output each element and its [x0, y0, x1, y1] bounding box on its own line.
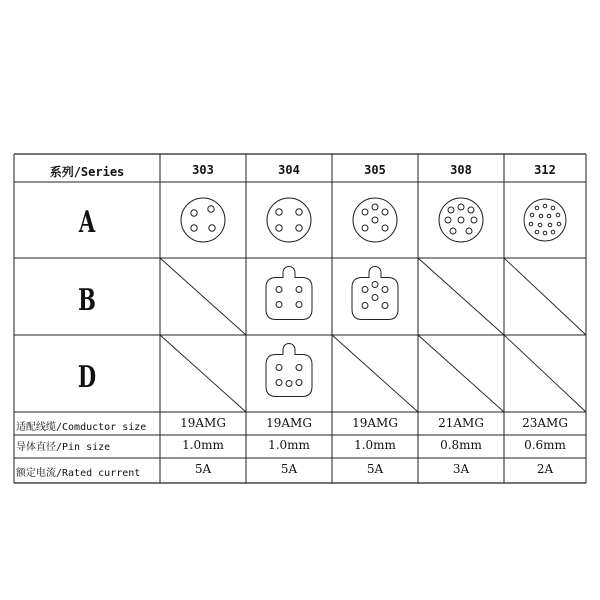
pin-hole [543, 204, 547, 208]
pin-hole [276, 302, 282, 308]
pin-size-305: 1.0mm [354, 438, 396, 452]
pin-hole [296, 225, 302, 231]
pin-hole [529, 222, 533, 226]
pin-hole [557, 222, 561, 226]
connector-303-a [181, 198, 225, 242]
pin-hole [535, 206, 539, 210]
connector-outline [439, 198, 483, 242]
connector-outline [266, 267, 312, 320]
unavailable-diagonal [418, 335, 504, 412]
pin-hole [372, 295, 378, 301]
pin-size-304: 1.0mm [268, 438, 310, 452]
pin-hole [468, 207, 474, 213]
unavailable-diagonal [504, 258, 586, 335]
pin-hole [296, 287, 302, 293]
connector-312-a [524, 199, 566, 241]
rated-current-308: 3A [452, 462, 470, 476]
pin-hole [382, 287, 388, 293]
connector-304-b [266, 267, 312, 320]
unavailable-diagonal [160, 258, 246, 335]
connector-305-b [352, 267, 398, 320]
rated-current-label: 额定电流/Rated current [16, 468, 141, 479]
pin-hole [466, 228, 472, 234]
connector-304-a [267, 198, 311, 242]
pin-hole [276, 365, 282, 371]
pin-hole [372, 204, 378, 210]
connector-308-a [439, 198, 483, 242]
connector-outline [353, 198, 397, 242]
pin-hole [296, 365, 302, 371]
pin-hole [208, 206, 214, 212]
pin-hole [382, 303, 388, 309]
pin-hole [296, 209, 302, 215]
conductor-size-308: 21AMG [438, 416, 484, 430]
pin-hole [191, 210, 197, 216]
pin-hole [296, 380, 302, 386]
pin-hole [276, 380, 282, 386]
pin-hole [286, 381, 292, 387]
pin-hole [551, 230, 555, 234]
conductor-size-304: 19AMG [266, 416, 312, 430]
pin-hole [458, 217, 464, 223]
row-b-label: B [78, 283, 96, 318]
connector-304-d [266, 344, 312, 397]
pin-hole [372, 217, 378, 223]
pin-hole [530, 213, 534, 217]
pin-hole [543, 231, 547, 235]
connector-outline [181, 198, 225, 242]
pin-hole [276, 209, 282, 215]
pin-hole [535, 230, 539, 234]
pin-hole [471, 217, 477, 223]
rated-current-305: 5A [366, 462, 384, 476]
pin-hole [448, 207, 454, 213]
pin-hole [296, 302, 302, 308]
pin-hole [382, 209, 388, 215]
pin-hole [362, 225, 368, 231]
connector-outline [267, 198, 311, 242]
pin-hole [556, 213, 560, 217]
unavailable-diagonal [418, 258, 504, 335]
pin-hole [362, 287, 368, 293]
pin-size-308: 0.8mm [440, 438, 482, 452]
series-304-header: 304 [278, 163, 300, 177]
rated-current-303: 5A [194, 462, 212, 476]
connector-305-a [353, 198, 397, 242]
conductor-size-305: 19AMG [352, 416, 398, 430]
pin-hole [539, 214, 543, 218]
unavailable-diagonal [332, 335, 418, 412]
series-312-header: 312 [534, 163, 556, 177]
row-d-label: D [77, 360, 97, 395]
unavailable-diagonal [504, 335, 586, 412]
conductor-size-303: 19AMG [180, 416, 226, 430]
unavailable-diagonal [160, 335, 246, 412]
series-305-header: 305 [364, 163, 386, 177]
pin-size-312: 0.6mm [524, 438, 566, 452]
pin-hole [551, 206, 555, 210]
series-303-header: 303 [192, 163, 214, 177]
pin-hole [538, 223, 542, 227]
pin-hole [362, 303, 368, 309]
pin-hole [362, 209, 368, 215]
conductor-size-label: 适配线缆/Comductor size [16, 422, 147, 433]
pin-hole [372, 282, 378, 288]
conductor-size-312: 23AMG [522, 416, 568, 430]
connector-outline [266, 344, 312, 397]
pin-hole [276, 287, 282, 293]
connector-outline [352, 267, 398, 320]
pin-hole [191, 225, 197, 231]
pin-hole [547, 214, 551, 218]
pin-hole [209, 225, 215, 231]
pin-hole [548, 223, 552, 227]
pin-hole [445, 217, 451, 223]
pin-hole [458, 204, 464, 210]
pin-size-label: 导体直径/Pin size [16, 442, 111, 453]
rated-current-304: 5A [280, 462, 298, 476]
rated-current-312: 2A [536, 462, 554, 476]
pin-hole [382, 225, 388, 231]
pin-hole [450, 228, 456, 234]
pin-hole [276, 225, 282, 231]
series-header-label: 系列/Series [49, 165, 125, 179]
row-a-label: A [78, 205, 96, 240]
pin-size-303: 1.0mm [182, 438, 224, 452]
series-308-header: 308 [450, 163, 472, 177]
